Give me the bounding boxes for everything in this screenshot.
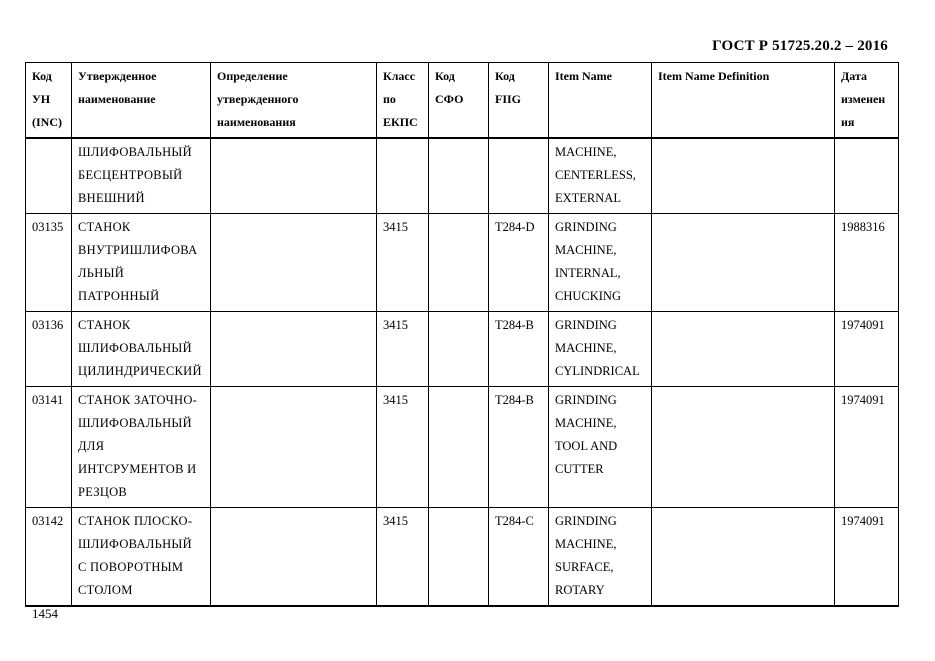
cell-sfo-code	[429, 214, 489, 312]
cell-definition	[211, 312, 377, 387]
column-header-sfo-code: Код СФО	[429, 63, 489, 139]
cell-item-name: GRINDING MACHINE, TOOL AND CUTTER	[549, 387, 652, 508]
cell-fiig-code: T284-C	[489, 508, 549, 607]
cell-change-date: 1974091	[835, 312, 899, 387]
column-header-item-name-definition: Item Name Definition	[652, 63, 835, 139]
column-header-approved-name: Утвержденное наименование	[72, 63, 211, 139]
cell-ekps-class: 3415	[377, 312, 429, 387]
cell-item-name: MACHINE, CENTERLESS, EXTERNAL	[549, 138, 652, 214]
cell-inc: 03141	[26, 387, 72, 508]
cell-inc: 03136	[26, 312, 72, 387]
cell-change-date: 1988316	[835, 214, 899, 312]
cell-approved-name: СТАНОК ШЛИФОВАЛЬНЫЙ ЦИЛИНДРИЧЕСКИЙ	[72, 312, 211, 387]
cell-change-date: 1974091	[835, 387, 899, 508]
cell-inc: 03135	[26, 214, 72, 312]
cell-inc	[26, 138, 72, 214]
document-title: ГОСТ Р 51725.20.2 – 2016	[712, 38, 888, 54]
cell-fiig-code	[489, 138, 549, 214]
cell-sfo-code	[429, 312, 489, 387]
cell-approved-name: ШЛИФОВАЛЬНЫЙ БЕСЦЕНТРОВЫЙ ВНЕШНИЙ	[72, 138, 211, 214]
cell-fiig-code: T284-D	[489, 214, 549, 312]
page-number: 1454	[32, 606, 58, 621]
cell-ekps-class: 3415	[377, 214, 429, 312]
cell-definition	[211, 214, 377, 312]
cell-sfo-code	[429, 387, 489, 508]
table-body	[26, 138, 899, 606]
cell-approved-name: СТАНОК ПЛОСКО- ШЛИФОВАЛЬНЫЙ С ПОВОРОТНЫМ СТОЛОМ	[72, 508, 211, 607]
cell-ekps-class	[377, 138, 429, 214]
column-header-inc: Код УН (INC)	[26, 63, 72, 139]
table-row	[26, 312, 899, 387]
cell-sfo-code	[429, 508, 489, 607]
items-table	[25, 62, 899, 607]
cell-item-name: GRINDING MACHINE, CYLINDRICAL	[549, 312, 652, 387]
table-header	[26, 63, 899, 139]
cell-item-name-definition	[652, 508, 835, 607]
column-header-change-date: Дата изменен ия	[835, 63, 899, 139]
column-header-item-name: Item Name	[549, 63, 652, 139]
cell-approved-name: СТАНОК ВНУТРИШЛИФОВА ЛЬНЫЙ ПАТРОННЫЙ	[72, 214, 211, 312]
cell-definition	[211, 508, 377, 607]
table-row	[26, 214, 899, 312]
cell-sfo-code	[429, 138, 489, 214]
cell-definition	[211, 387, 377, 508]
cell-item-name: GRINDING MACHINE, INTERNAL, CHUCKING	[549, 214, 652, 312]
column-header-definition: Определение утвержденного наименования	[211, 63, 377, 139]
header-row	[26, 63, 899, 139]
cell-change-date	[835, 138, 899, 214]
table-row	[26, 508, 899, 607]
cell-fiig-code: T284-B	[489, 312, 549, 387]
cell-ekps-class: 3415	[377, 387, 429, 508]
cell-definition	[211, 138, 377, 214]
cell-change-date: 1974091	[835, 508, 899, 607]
cell-item-name-definition	[652, 387, 835, 508]
column-header-ekps-class: Класс по ЕКПС	[377, 63, 429, 139]
cell-inc: 03142	[26, 508, 72, 607]
cell-fiig-code: T284-B	[489, 387, 549, 508]
table-row	[26, 387, 899, 508]
cell-item-name-definition	[652, 312, 835, 387]
cell-item-name: GRINDING MACHINE, SURFACE, ROTARY	[549, 508, 652, 607]
cell-item-name-definition	[652, 138, 835, 214]
cell-item-name-definition	[652, 214, 835, 312]
cell-approved-name: СТАНОК ЗАТОЧНО- ШЛИФОВАЛЬНЫЙ ДЛЯ ИНТСРУМЕНТОВ И РЕЗЦОВ	[72, 387, 211, 508]
table-row	[26, 138, 899, 214]
cell-ekps-class: 3415	[377, 508, 429, 607]
column-header-fiig-code: Код FIIG	[489, 63, 549, 139]
